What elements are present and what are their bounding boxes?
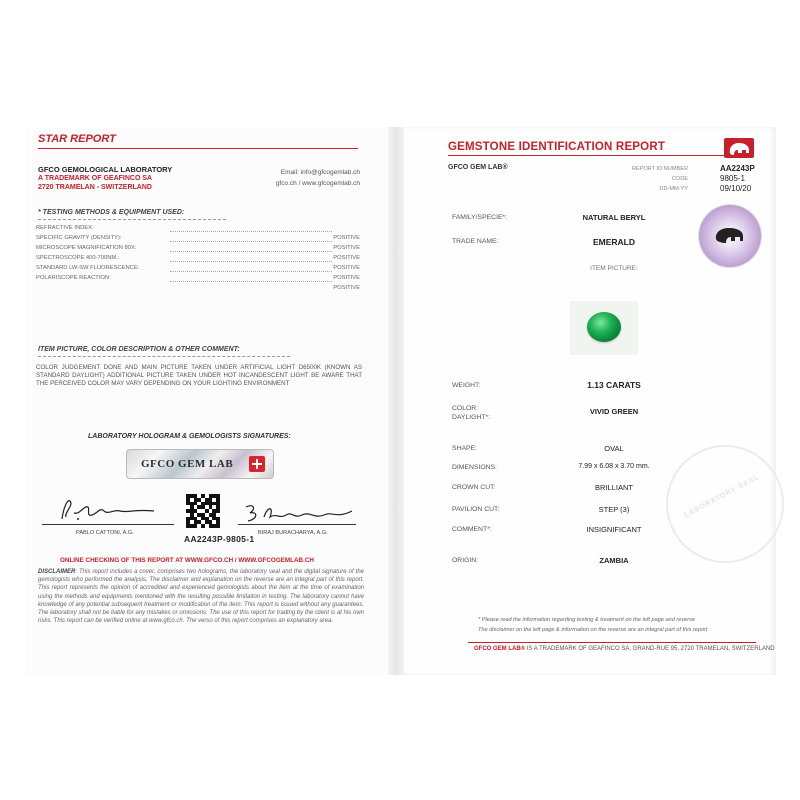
disclaimer xyxy=(38,568,364,625)
test-row: REFRACTIVE INDEX: xyxy=(36,225,360,235)
comment-label: COMMENT*: xyxy=(452,526,492,533)
family-value: NATURAL BERYL xyxy=(582,213,646,222)
origin-label: ORIGIN: xyxy=(452,557,479,564)
disclaimer-text: : This report includes a cover, comprises two holograms, the laboratory seal and the digital signature of the gemologists who performed the analysis. The disclaimer and explanation on the reverse are an integral part of this report. This report represents the opinion of accredited and experienced gemologists about the item at the time of examination using the methods and equipments mentioned with the resulting possible limitation in testing. The laboratory cannot have knowledge of any potential subsequent treatment or modification of the item. This report is issued without any guarantees. The laboratory shall not be liable for any mistakes or omissions. The use of this report for trading by the client is at his own risks. This report can be verified online at www.gfco.ch. The verso of this report comprises an explanatory area. xyxy=(38,569,364,625)
pavilion-cut-value: STEP (3) xyxy=(598,505,630,514)
footer-address: IS A TRADEMARK OF GEAFINCO SA, GRAND-RUE 95, 2720 TRAMELAN, SWITZERLAND xyxy=(526,646,775,652)
lab-address: 2720 TRAMELAN - SWITZERLAND xyxy=(38,184,152,191)
hologram-title: LABORATORY HOLOGRAM & GEMOLOGISTS SIGNATURES: xyxy=(88,433,291,440)
lab-name: GFCO GEMOLOGICAL LABORATORY xyxy=(38,165,173,174)
gemstone-report-title: GEMSTONE IDENTIFICATION REPORT xyxy=(448,141,666,153)
color-label: COLOR: xyxy=(452,405,479,412)
dimensions-label: DIMENSIONS: xyxy=(452,464,497,471)
origin-value: ZAMBIA xyxy=(599,556,629,565)
star-report-page xyxy=(26,127,388,675)
elephant-logo-icon xyxy=(724,138,754,158)
footer-brand: GFCO GEM LAB® xyxy=(474,646,526,652)
certificate-number: AA2243P-9805-1 xyxy=(184,534,255,544)
date-value: 09/10/20 xyxy=(720,184,752,193)
trade-name-label: TRADE NAME: xyxy=(452,238,499,245)
weight-label: WEIGHT: xyxy=(452,382,481,389)
laboratory-seal-stamp-text: LABORATORY SEAL xyxy=(683,473,761,520)
lab-trademark: A TRADEMARK OF GEAFINCO SA xyxy=(38,175,153,182)
lab-websites: gfco.ch / www.gfcogemlab.ch xyxy=(275,180,360,187)
daylight-label: DAYLIGHT*: xyxy=(452,414,491,421)
swiss-cross-icon xyxy=(249,456,265,472)
test-row: MICROSCOPE MAGNIFICATION 80X: POSITIVE xyxy=(36,245,360,251)
date-label: DD-MM-YY xyxy=(659,186,688,192)
test-row: POSITIVE xyxy=(333,285,360,291)
shape-label: SHAPE: xyxy=(452,445,477,452)
lab-email: Email: info@gfcogemlab.ch xyxy=(280,169,360,176)
footnote-testing: * Please read the information regarding testing & treatment on the left page and reverse xyxy=(478,617,696,623)
test-row: STANDARD LW-SW FLUORESCENCE: POSITIVE xyxy=(36,265,360,271)
footer-rule xyxy=(468,642,756,643)
footnote-disclaimer: The disclaimer on the left page & information on the reverse are an integral part of this report xyxy=(478,627,708,633)
signature-pablo-cattoni xyxy=(54,495,164,525)
online-check-link[interactable]: ONLINE CHECKING OF THIS REPORT AT WWW.GFCO.CH / WWW.GFCOGEMLAB.CH xyxy=(60,557,314,564)
emerald-stone xyxy=(587,312,621,342)
title-rule xyxy=(38,148,358,149)
family-label: FAMILY/SPECIE*: xyxy=(452,214,508,221)
star-report-title: STAR REPORT xyxy=(38,133,116,145)
footer-text xyxy=(474,646,775,652)
comment-value: INSIGNIFICANT xyxy=(586,525,642,534)
title-rule xyxy=(448,155,728,156)
laboratory-seal-hologram xyxy=(699,205,761,267)
gemologist-2-name: BIRAJ BURACHARYA, A.G. xyxy=(258,530,328,536)
weight-value: 1.13 CARATS xyxy=(587,380,641,390)
report-id-label: REPORT ID NUMBER xyxy=(631,166,688,172)
gemstone-report-page xyxy=(404,127,776,675)
hologram-text: GFCO GEM LAB xyxy=(141,458,234,470)
signature-line xyxy=(42,524,174,525)
dimensions-value: 7.99 x 6.08 x 3.70 mm. xyxy=(578,463,650,470)
book-spine xyxy=(388,127,404,675)
report-id-value: AA2243P xyxy=(720,164,755,173)
qr-code[interactable] xyxy=(186,494,220,528)
crown-cut-value: BRILLIANT xyxy=(595,483,633,492)
signature-line xyxy=(238,524,356,525)
emerald-photo xyxy=(570,301,638,355)
item-picture-label: ITEM PICTURE: xyxy=(590,265,638,272)
disclaimer-label: DISCLAIMER xyxy=(38,569,76,575)
test-row: SPECTROSCOPE 400-700NM.: POSITIVE xyxy=(36,255,360,261)
comment-section-title: ITEM PICTURE, COLOR DESCRIPTION & OTHER COMMENT: xyxy=(38,346,240,353)
gem-lab-name: GFCO GEM LAB® xyxy=(448,164,508,171)
testing-methods-title: * TESTING METHODS & EQUIPMENT USED: xyxy=(38,209,185,216)
shape-value: OVAL xyxy=(604,444,624,453)
pavilion-cut-label: PAVILION CUT: xyxy=(452,506,500,513)
color-value: VIVID GREEN xyxy=(589,407,639,416)
signature-biraj-buracharya xyxy=(240,497,360,525)
color-comment-text: COLOR JUDGEMENT DONE AND MAIN PICTURE TAKEN UNDER ARTIFICIAL LIGHT D6500K (KNOWN AS STANDARD DAYLIGHT) ADDITIONAL PICTURE TAKEN UNDER HOT INCANDESCENT LIGHT BE AWARE THAT THE PERCEIVED COLOR MAY VARY DEPENDING ON YOUR LIGHTING ENVIRONMENT xyxy=(36,364,362,387)
trade-name-value: EMERALD xyxy=(592,237,636,247)
test-row: SPECIFIC GRAVITY (DENSITY): POSITIVE xyxy=(36,235,360,241)
hologram xyxy=(126,449,274,479)
code-label: CODE xyxy=(671,176,688,182)
section-divider xyxy=(38,356,290,357)
crown-cut-label: CROWN CUT: xyxy=(452,484,496,491)
gemologist-1-name: PABLO CATTONI, A.G. xyxy=(76,530,134,536)
test-row: POLARISCOPE REACTION: POSITIVE xyxy=(36,275,360,281)
section-divider xyxy=(38,219,226,220)
code-value: 9805-1 xyxy=(720,174,745,183)
